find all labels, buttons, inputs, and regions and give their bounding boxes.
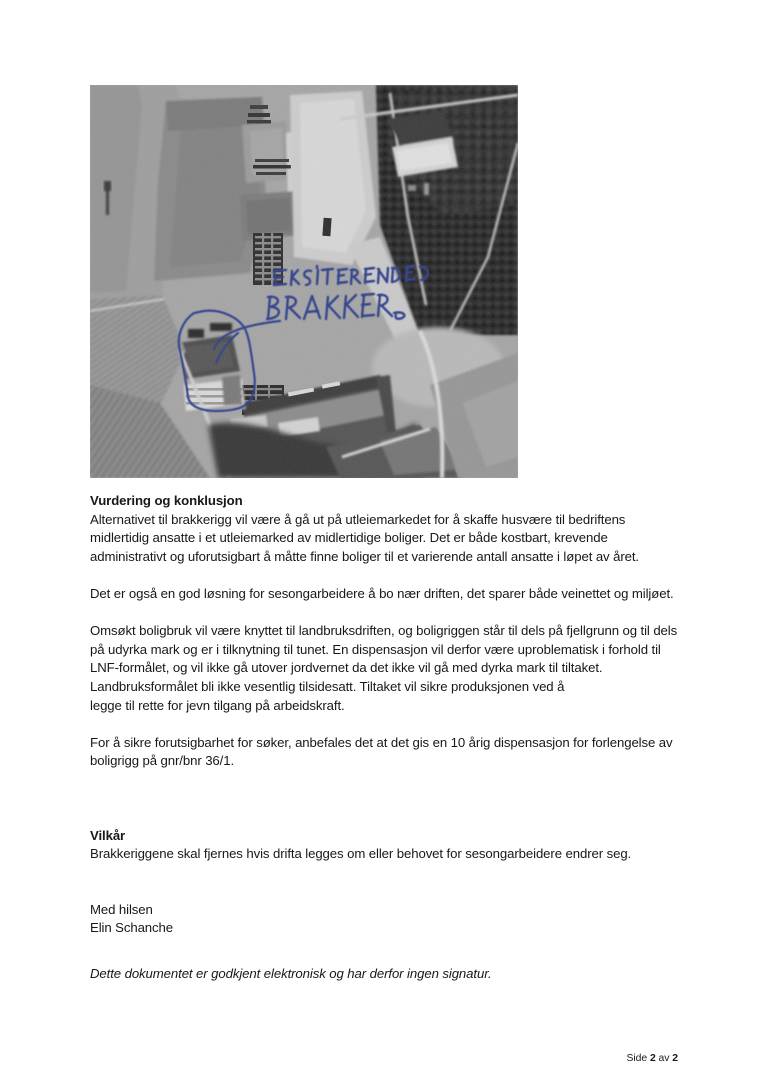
section-spacer [90, 808, 678, 827]
section-heading-vurdering: Vurdering og konklusjon [90, 493, 243, 508]
paragraph-spacer [90, 566, 678, 585]
document-text-body [90, 492, 678, 984]
page-footer [627, 1053, 678, 1064]
footer-total-pages: 2 [672, 1053, 678, 1064]
footer-prefix: Side [626, 1053, 648, 1064]
aerial-photo-graphic [90, 85, 518, 478]
closing-spacer [90, 864, 678, 901]
paragraph-vilkar-brakkeriggene: Brakkeriggene skal fjernes hvis drifta legges om eller behovet for sesongarbeidere endrer seg. [90, 846, 632, 862]
paragraph-spacer [90, 604, 678, 623]
closing-spacer [90, 938, 678, 957]
footer-current-page: 2 [649, 1053, 656, 1064]
paragraph-sesongarbeidere: Det er også en god løsning for sesongarbeidere å bo nær driften, det sparer både veinettet og miljøet. [90, 585, 674, 601]
section-heading-vilkar: Vilkår [90, 827, 126, 843]
footer-separator: av [658, 1053, 670, 1064]
paragraph-omsokt-boligbruk: Omsøkt boligbruk vil være knyttet til landbruksdriften, og boligriggen står til dels på fjellgrunn og til dels på udyrka mark og er i tilknytning til tunet. En dispensasjon vil derfor være uproblematisk i forhold til LNF-formålet, og vil ikke gå utover jordvernet da det ikke vil gå med dyrka mark til tiltaket. Landbruksformålet bli ikke vesentlig tilsidesatt. Tiltaket vil sikre produksjonen ved å [90, 623, 678, 694]
closing-signer-name: Elin Schanche [90, 920, 174, 936]
paragraph-forutsigbarhet: For å sikre forutsigbarhet for søker, anbefales det at det gis en 10 årig dispensasjon for forlengelse av boligrigg på gnr/bnr 36/1. [90, 734, 673, 769]
paragraph-spacer [90, 715, 678, 734]
electronic-signature-note: Dette dokumentet er godkjent elektronisk og har derfor ingen signatur. [90, 966, 492, 982]
aerial-photo [90, 85, 518, 478]
paragraph-legge-til-rette: legge til rette for jevn tilgang på arbeidskraft. [90, 697, 345, 713]
closing-spacer [90, 956, 678, 965]
section-spacer [90, 771, 678, 808]
paragraph-alternativet: Alternativet til brakkerigg vil være å gå ut på utleiemarkedet for å skaffe husvære til bedriftens midlertidig ansatte i et utleiemarked av midlertidige boliger. Det er både kostbart, krevende administrativt og uforutsigbart å måtte finne boliger til et varierende antall ansatte i løpet av året. [90, 511, 639, 564]
closing-greeting: Med hilsen [90, 901, 153, 917]
